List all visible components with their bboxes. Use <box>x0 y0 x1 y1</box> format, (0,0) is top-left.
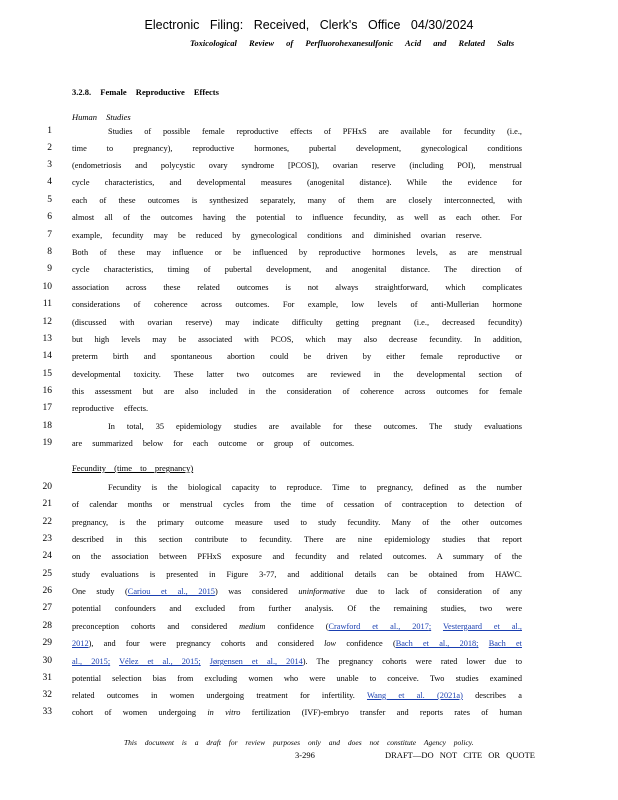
line-24: 24 on the association between PFHxS exposure and fecundity and related outcomes. A summary of the <box>0 550 618 563</box>
line-19: 19 are summarized below for each outcome or group of outcomes. <box>0 437 618 450</box>
line-number: 1 <box>47 126 52 136</box>
line-number: 33 <box>42 707 52 717</box>
line-5: 5 each of these outcomes is synthesized separately, many of them are closely interconnected, with <box>0 194 618 207</box>
line-number: 32 <box>42 690 52 700</box>
line-number: 20 <box>42 482 52 492</box>
line-number: 15 <box>42 369 52 379</box>
line-31: 31 potential selection bias from excluding women who were unable to conceive. Two studies examined <box>0 672 618 685</box>
line-1: 1 Studies of possible female reproductive effects of PFHxS are available for fecundity (i.e., <box>0 125 618 138</box>
line-21: 21 of calendar months or menstrual cycles from the time of cessation of contraception to detection of <box>0 498 618 511</box>
line-17: 17 reproductive effects. <box>0 402 618 415</box>
citation-link-jorgensen-2014[interactable]: Jørgensen et al., 2014 <box>209 657 303 666</box>
footer-disclaimer: This document is a draft for review purposes only and does not constitute Agency policy. <box>124 738 474 747</box>
line-number: 26 <box>42 586 52 596</box>
line-28: 28 preconception cohorts and considered medium confidence (Crawford et al., 2017; Vestergaard et al., <box>0 620 618 633</box>
line-number: 30 <box>42 656 52 666</box>
line-number: 16 <box>42 386 52 396</box>
line-number: 5 <box>47 195 52 205</box>
line-number: 29 <box>42 638 52 648</box>
citation-link-crawford-2017[interactable]: Crawford et al., 2017 <box>328 622 429 631</box>
line-6: 6 almost all of the outcomes having the potential to influence fecundity, as well as each other. For <box>0 211 618 224</box>
line-8: 8 Both of these may influence or be influenced by reproductive hormones levels, as are menstrual <box>0 246 618 259</box>
line-number: 10 <box>42 282 52 292</box>
line-number: 17 <box>42 403 52 413</box>
draft-notice: DRAFT—DO NOT CITE OR QUOTE <box>385 750 535 760</box>
citation-link-bach-2015[interactable]: Bach et <box>488 639 522 648</box>
line-2: 2 time to pregnancy), reproductive hormones, pubertal development, gynecological conditions <box>0 142 618 155</box>
line-25: 25 study evaluations is presented in Figure 3-77, and additional details can be obtained from HAWC. <box>0 568 618 581</box>
line-number: 14 <box>42 351 52 361</box>
line-number: 27 <box>42 603 52 613</box>
line-number: 12 <box>42 317 52 327</box>
line-15: 15 developmental toxicity. These latter two outcomes are reviewed in the developmental section of <box>0 368 618 381</box>
citation-link-bach-2018[interactable]: Bach et al., 2018 <box>395 639 477 648</box>
line-number: 3 <box>47 160 52 170</box>
line-number: 8 <box>47 247 52 257</box>
citation-link-vestergaard-2012-year[interactable]: 2012 <box>72 639 89 648</box>
line-14: 14 preterm birth and spontaneous abortion could be driven by either female reproductive or <box>0 350 618 363</box>
running-header-title: Toxicological Review of Perfluorohexanesulfonic Acid and Related Salts <box>190 38 515 48</box>
line-number: 6 <box>47 212 52 222</box>
line-20: 20 Fecundity is the biological capacity to reproduce. Time to pregnancy, defined as the number <box>0 481 618 494</box>
citation-link-bach-2015-tail[interactable]: al., 2015 <box>72 657 108 666</box>
line-number: 19 <box>42 438 52 448</box>
line-number: 18 <box>42 421 52 431</box>
citation-link-wang-2021a[interactable]: Wang et al. (2021a) <box>366 691 463 700</box>
line-number: 7 <box>47 230 52 240</box>
line-number: 31 <box>42 673 52 683</box>
subsection-heading-fecundity: Fecundity (time to pregnancy) <box>72 463 194 473</box>
line-10: 10 association across these related outcomes is not always straightforward, which complicates <box>0 281 618 294</box>
citation-link-vestergaard-2012[interactable]: Vestergaard et al., <box>442 622 522 631</box>
line-30: 30 al., 2015; Vélez et al., 2015; Jørgensen et al., 2014). The pregnancy cohorts were rated lower due to <box>0 655 618 668</box>
line-number: 2 <box>47 143 52 153</box>
filing-stamp: Electronic Filing: Received, Clerk's Office 04/30/2024 <box>144 18 474 32</box>
line-number: 22 <box>42 517 52 527</box>
line-13: 13 but high levels may be associated with PCOS, which may also decrease fecundity. In addition, <box>0 333 618 346</box>
line-22: 22 pregnancy, is the primary outcome measure used to study fecundity. Many of the other outcomes <box>0 516 618 529</box>
line-12: 12 (discussed with ovarian reserve) may indicate difficulty getting pregnant (i.e., decreased fecundity) <box>0 316 618 329</box>
line-number: 23 <box>42 534 52 544</box>
line-26: 26 One study (Cariou et al., 2015) was considered uninformative due to lack of consideration of any <box>0 585 618 598</box>
citation-link-velez-2015[interactable]: Vélez et al., 2015 <box>119 657 199 666</box>
line-27: 27 potential confounders and excluded from further analysis. Of the remaining studies, two were <box>0 602 618 615</box>
line-29: 29 2012), and four were pregnancy cohorts and considered low confidence (Bach et al., 2018; Bach et <box>0 637 618 650</box>
line-18: 18 In total, 35 epidemiology studies are available for these outcomes. The study evaluations <box>0 420 618 433</box>
line-3: 3 (endometriosis and polycystic ovary syndrome [PCOS]), ovarian reserve (including POI), menstrual <box>0 159 618 172</box>
line-number: 4 <box>47 177 52 187</box>
line-33: 33 cohort of women undergoing in vitro fertilization (IVF)-embryo transfer and reports rates of human <box>0 706 618 719</box>
line-number: 21 <box>42 499 52 509</box>
citation-link-cariou-2015[interactable]: Cariou et al., 2015 <box>127 587 215 596</box>
line-number: 24 <box>42 551 52 561</box>
line-7: 7 example, fecundity may be reduced by gynecological conditions and diminished ovarian reserve. <box>0 229 618 242</box>
line-32: 32 related outcomes in women undergoing treatment for infertility. Wang et al. (2021a) describes a <box>0 689 618 702</box>
line-number: 28 <box>42 621 52 631</box>
page-number: 3-296 <box>295 750 315 760</box>
line-4: 4 cycle characteristics, and developmental measures (anogenital distance). While the evidence for <box>0 176 618 189</box>
line-number: 11 <box>42 299 52 309</box>
line-16: 16 this assessment but are also included in the consideration of coherence across outcomes for female <box>0 385 618 398</box>
line-number: 9 <box>47 264 52 274</box>
line-23: 23 described in this section contribute to fecundity. There are nine epidemiology studies that report <box>0 533 618 546</box>
line-11: 11 considerations of coherence across outcomes. For example, low levels of anti-Mullerian hormone <box>0 298 618 311</box>
line-number: 13 <box>42 334 52 344</box>
section-heading: 3.2.8. Female Reproductive Effects <box>72 87 219 97</box>
line-9: 9 cycle characteristics, timing of pubertal development, and anogenital distance. The direction of <box>0 263 618 276</box>
subheading-human-studies: Human Studies <box>72 112 131 122</box>
line-number: 25 <box>42 569 52 579</box>
